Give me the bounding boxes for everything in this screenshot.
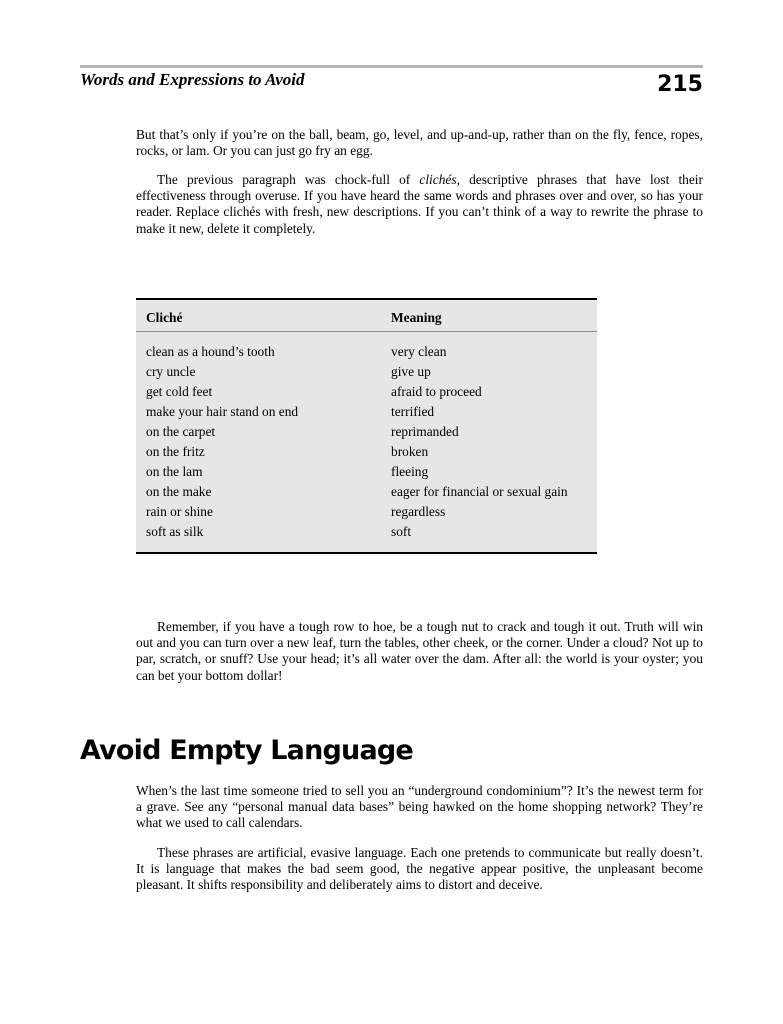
table-cell-meaning: broken: [391, 444, 429, 459]
table-cell-cliche: clean as a hound’s tooth: [146, 344, 275, 359]
table-cell-meaning: terrified: [391, 404, 435, 419]
table-cell-meaning: fleeing: [391, 464, 429, 479]
text-segment: The previous paragraph was chock-full of: [157, 172, 420, 187]
table-cell-cliche: soft as silk: [146, 524, 204, 539]
table-cell-cliche: get cold feet: [146, 384, 213, 399]
paragraph-cliches-definition: [136, 172, 703, 237]
paragraph-remember: Remember, if you have a tough row to hoe, be a tough nut to crack and tough it out. Truth will win out and you can turn over a new leaf, turn the tables, other cheek, or the corner. Under a cloud? Not up to par, scratch, or snuff? Use your head; it’s all water over the dam. After all: the world is your oyster; you can bet your bottom dollar!: [136, 619, 703, 683]
cliche-table: [136, 298, 597, 554]
table-cell-cliche: on the carpet: [146, 424, 216, 439]
table-header-rule: [136, 331, 597, 332]
table-cell-cliche: on the lam: [146, 464, 203, 479]
table-cell-cliche: on the make: [146, 484, 212, 499]
table-cell-cliche: on the fritz: [146, 444, 205, 459]
table-cell-cliche: rain or shine: [146, 504, 213, 519]
table-cell-cliche: cry uncle: [146, 364, 196, 379]
page-number: 215: [657, 72, 703, 97]
table-cell-meaning: very clean: [391, 344, 447, 359]
cliche-column: [146, 342, 298, 542]
paragraph-ball-beam: But that’s only if you’re on the ball, beam, go, level, and up-and-up, rather than on the fly, fence, ropes, rocks, or lam. Or you can just go fry an egg.: [136, 127, 703, 159]
paragraph-underground-condominium: When’s the last time someone tried to sell you an “underground condominium”? It’s the newest term for a grave. See any “personal manual data bases” being hawked on the home shopping network? They’re what we used to call calendars.: [136, 783, 703, 831]
term-cliches: clichés,: [419, 172, 460, 187]
table-cell-meaning: soft: [391, 524, 412, 539]
table-cell-meaning: afraid to proceed: [391, 384, 482, 399]
table-cell-meaning: eager for financial or sexual gain: [391, 484, 568, 499]
table-cell-meaning: regardless: [391, 504, 446, 519]
table-cell-meaning: reprimanded: [391, 424, 459, 439]
table-cell-cliche: make your hair stand on end: [146, 404, 299, 419]
meaning-column: [391, 342, 568, 542]
column-header-cliche: Cliché: [146, 310, 183, 325]
running-head: Words and Expressions to Avoid: [80, 70, 305, 89]
table-cell-meaning: give up: [391, 364, 431, 379]
section-heading: Avoid Empty Language: [80, 735, 413, 766]
text-segment: descriptive phrases that have lost their effectiveness through overuse. If you have heard the same words and phrases over and over, so has your reader. Replace clichés with fresh, new descriptions. If you can’t think of a way to rewrite the phrase to make it new, delete it completely.: [136, 172, 703, 236]
column-header-meaning: Meaning: [391, 310, 442, 325]
header-rule: [80, 65, 703, 68]
paragraph-artificial-language: These phrases are artificial, evasive language. Each one pretends to communicate but really doesn’t. It is language that makes the bad seem good, the negative appear positive, the unpleasant become pleasant. It shifts responsibility and deliberately aims to distort and deceive.: [136, 845, 703, 893]
